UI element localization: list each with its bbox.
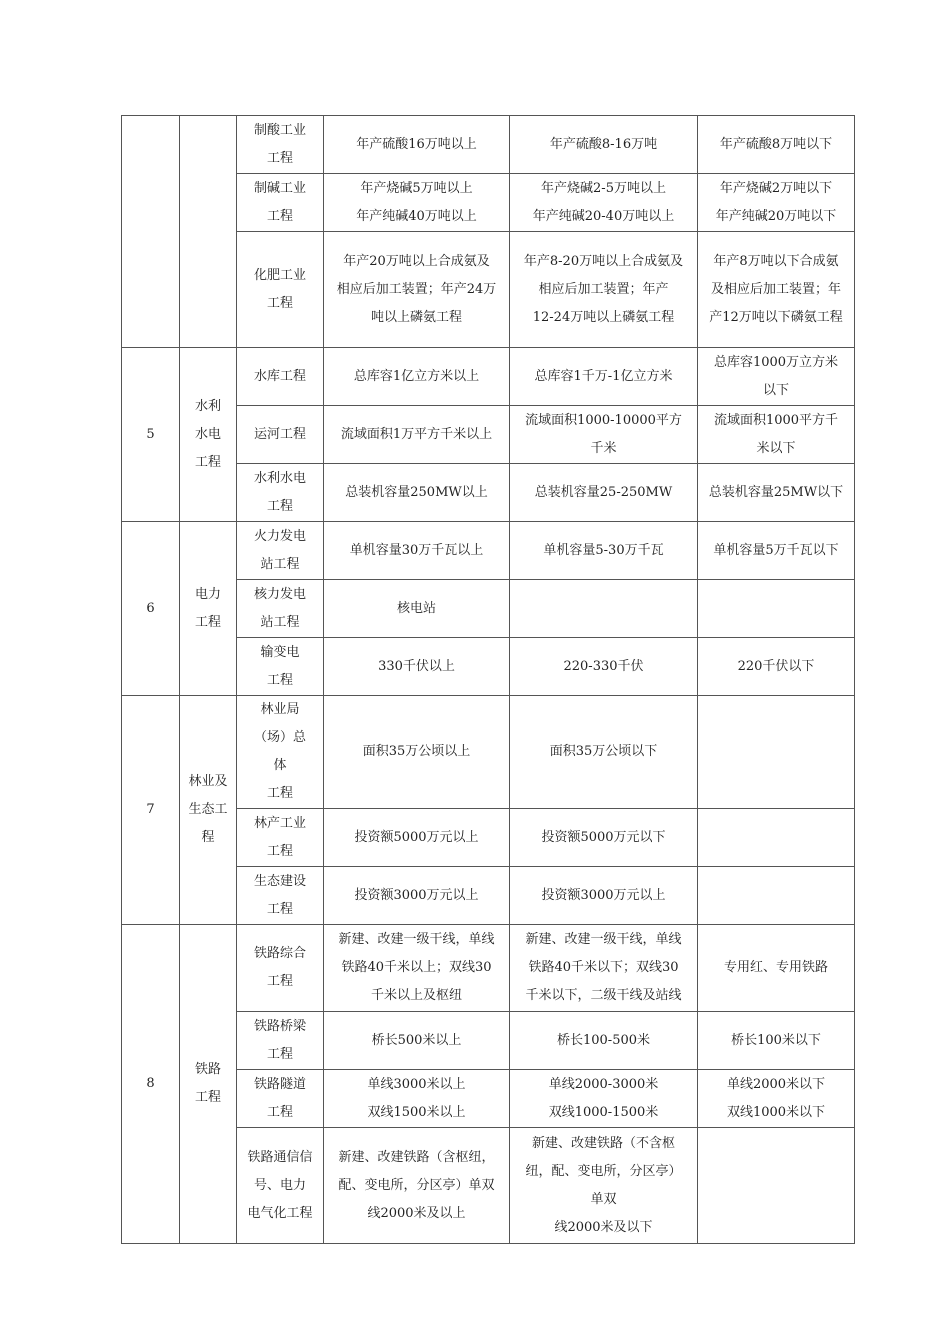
project-name-cell <box>237 925 324 1012</box>
medium-scale-line: 单双 <box>590 1191 617 1207</box>
medium-scale-line: 年产烧碱2-5万吨以上 <box>541 180 666 196</box>
project-name-line: 运河工程 <box>253 426 306 442</box>
small-scale-line: 以下 <box>762 382 789 398</box>
large-scale-line: 年产纯碱40万吨以上 <box>356 208 477 224</box>
medium-scale-line: 双线1000-1500米 <box>548 1104 659 1120</box>
project-name-line: 核力发电 <box>253 586 306 602</box>
project-name-cell <box>237 1128 324 1244</box>
small-scale-cell <box>698 638 855 696</box>
small-scale-line: 单线2000米以下 <box>726 1076 826 1092</box>
category-label-line: 水电 <box>194 426 221 442</box>
small-scale-line: 及相应后加工装置；年 <box>710 281 841 297</box>
project-name-line: 站工程 <box>260 556 300 572</box>
large-scale-cell <box>324 464 510 522</box>
sequence-number-cell: 6 <box>122 522 180 696</box>
large-scale-cell <box>324 925 510 1012</box>
medium-scale-cell <box>510 174 698 232</box>
engineering-scale-table <box>121 115 855 1244</box>
project-name-cell <box>237 174 324 232</box>
project-name-line: 工程 <box>266 208 293 224</box>
category-label-line: 工程 <box>194 1090 221 1105</box>
project-name-cell <box>237 522 324 580</box>
project-name-line: 工程 <box>266 786 293 801</box>
small-scale-cell <box>698 232 855 348</box>
project-name-cell <box>237 638 324 696</box>
small-scale-line: 单机容量5万千瓦以下 <box>713 542 839 558</box>
medium-scale-cell <box>510 232 698 348</box>
medium-scale-cell <box>510 1012 698 1070</box>
large-scale-line: 铁路40千米以上；双线30 <box>341 960 492 975</box>
medium-scale-cell <box>510 1128 698 1244</box>
medium-scale-cell <box>510 1070 698 1128</box>
project-name-line: 铁路桥梁 <box>253 1018 306 1034</box>
large-scale-cell <box>324 116 510 174</box>
medium-scale-line: 桥长100-500米 <box>556 1032 651 1048</box>
project-name-line: 铁路综合 <box>253 946 306 961</box>
large-scale-cell <box>324 638 510 696</box>
large-scale-line: 双线1500米以上 <box>367 1104 466 1120</box>
project-name-line: 水库工程 <box>253 368 306 384</box>
medium-scale-line: 相应后加工装置；年产 <box>538 281 669 297</box>
project-name-line: 工程 <box>266 1104 293 1120</box>
project-name-cell <box>237 580 324 638</box>
medium-scale-line: 流域面积1000-10000平方 <box>525 412 682 428</box>
large-scale-line: 新建、改建一级干线，单线 <box>338 932 495 947</box>
small-scale-line: 桥长100米以下 <box>731 1032 821 1048</box>
project-name-line: 工程 <box>266 1046 293 1062</box>
medium-scale-cell <box>510 348 698 406</box>
small-scale-cell <box>698 925 855 1012</box>
medium-scale-line: 面积35万公顷以下 <box>549 744 658 759</box>
category-cell <box>180 116 237 348</box>
project-name-line: 号、电力 <box>253 1177 306 1193</box>
medium-scale-cell <box>510 406 698 464</box>
sequence-number-cell: 5 <box>122 348 180 522</box>
large-scale-line: 核电站 <box>396 600 436 616</box>
category-label-line: 程 <box>201 830 215 845</box>
project-name-line: 电气化工程 <box>247 1205 313 1221</box>
project-name-line: 水利水电 <box>253 470 306 486</box>
medium-scale-cell <box>510 809 698 867</box>
small-scale-line: 产12万吨以下磷氨工程 <box>709 309 843 325</box>
project-name-cell <box>237 1070 324 1128</box>
category-cell <box>180 925 237 1244</box>
medium-scale-line: 投资额5000万元以下 <box>541 829 666 845</box>
medium-scale-line: 铁路40千米以下；双线30 <box>528 960 679 975</box>
medium-scale-line: 总装机容量25-250MW <box>534 484 673 500</box>
project-name-line: 工程 <box>266 901 293 917</box>
small-scale-line: 总装机容量25MW以下 <box>708 484 844 500</box>
small-scale-cell <box>698 406 855 464</box>
category-label-line: 工程 <box>194 454 221 470</box>
project-name-line: 林产工业 <box>253 815 306 831</box>
project-name-line: 工程 <box>266 974 293 989</box>
large-scale-line: 总装机容量250MW以上 <box>345 484 488 500</box>
large-scale-line: 单线3000米以上 <box>367 1076 466 1092</box>
category-label-line: 水利 <box>194 398 221 414</box>
category-cell <box>180 696 237 925</box>
large-scale-line: 总库容1亿立方米以上 <box>353 368 480 384</box>
large-scale-line: 流域面积1万平方千米以上 <box>340 426 493 442</box>
project-name-line: 铁路隧道 <box>253 1076 306 1092</box>
large-scale-cell <box>324 580 510 638</box>
large-scale-cell <box>324 1128 510 1244</box>
small-scale-line: 双线1000米以下 <box>726 1104 826 1120</box>
project-name-line: 火力发电 <box>253 528 306 544</box>
medium-scale-line: 单机容量5-30万千瓦 <box>543 542 664 558</box>
large-scale-cell <box>324 696 510 809</box>
medium-scale-line: 线2000米及以下 <box>554 1219 653 1235</box>
project-name-line: 工程 <box>266 150 293 166</box>
large-scale-line: 吨以上磷氨工程 <box>370 309 462 325</box>
project-name-line: 体 <box>273 758 287 773</box>
project-name-cell <box>237 232 324 348</box>
table-row <box>122 116 855 174</box>
small-scale-cell <box>698 867 855 925</box>
project-name-line: 工程 <box>266 672 293 688</box>
category-label-line: 生态工 <box>188 802 228 817</box>
category-label-line: 电力 <box>194 586 221 602</box>
sequence-number-cell: 7 <box>122 696 180 925</box>
large-scale-cell <box>324 406 510 464</box>
project-name-cell <box>237 696 324 809</box>
large-scale-line: 年产烧碱5万吨以上 <box>360 180 473 196</box>
large-scale-line: 相应后加工装置；年产24万 <box>336 281 497 297</box>
project-name-cell <box>237 464 324 522</box>
small-scale-line: 年产烧碱2万吨以下 <box>719 180 833 196</box>
small-scale-cell <box>698 1070 855 1128</box>
project-name-line: 林业局 <box>260 702 300 717</box>
large-scale-cell <box>324 1012 510 1070</box>
medium-scale-line: 总库容1千万-1亿立方米 <box>534 368 673 384</box>
small-scale-cell <box>698 809 855 867</box>
small-scale-line: 流域面积1000平方千 <box>713 412 839 428</box>
large-scale-cell <box>324 232 510 348</box>
project-name-line: 铁路通信信 <box>247 1149 313 1165</box>
small-scale-line: 年产8万吨以下合成氨 <box>713 253 839 269</box>
category-label-line: 工程 <box>194 614 221 630</box>
table-row <box>122 348 855 406</box>
small-scale-line: 总库容1000万立方米 <box>713 354 839 370</box>
project-name-cell <box>237 867 324 925</box>
medium-scale-line: 千米以下，二级干线及站线 <box>525 988 682 1003</box>
medium-scale-line: 投资额3000万元以上 <box>541 887 666 903</box>
sequence-number-cell <box>122 116 180 348</box>
medium-scale-cell <box>510 638 698 696</box>
small-scale-line: 专用红、专用铁路 <box>723 960 828 975</box>
category-label-line: 林业及 <box>188 774 228 789</box>
small-scale-cell <box>698 174 855 232</box>
large-scale-line: 线2000米及以上 <box>367 1205 466 1221</box>
large-scale-line: 面积35万公顷以上 <box>362 744 471 759</box>
medium-scale-line: 220-330千伏 <box>563 658 644 674</box>
large-scale-line: 新建、改建铁路（含枢纽， <box>338 1149 495 1165</box>
small-scale-line: 220千伏以下 <box>737 658 815 674</box>
small-scale-line: 米以下 <box>756 440 796 456</box>
large-scale-cell <box>324 1070 510 1128</box>
large-scale-cell <box>324 174 510 232</box>
project-name-cell <box>237 348 324 406</box>
table-row <box>122 696 855 809</box>
project-name-cell <box>237 406 324 464</box>
large-scale-cell <box>324 809 510 867</box>
medium-scale-line: 新建、改建铁路（不含枢 <box>531 1135 675 1151</box>
medium-scale-cell <box>510 925 698 1012</box>
sequence-number-cell: 8 <box>122 925 180 1244</box>
large-scale-line: 单机容量30万千瓦以上 <box>349 542 484 558</box>
project-name-line: （场）总 <box>253 730 306 745</box>
large-scale-line: 年产硫酸16万吨以上 <box>356 136 477 152</box>
project-name-line: 生态建设 <box>253 873 306 889</box>
medium-scale-cell <box>510 522 698 580</box>
small-scale-cell <box>698 464 855 522</box>
medium-scale-line: 单线2000-3000米 <box>548 1076 659 1092</box>
large-scale-line: 投资额5000万元以上 <box>354 829 479 845</box>
medium-scale-cell <box>510 116 698 174</box>
project-name-cell <box>237 1012 324 1070</box>
project-name-line: 工程 <box>266 498 293 514</box>
large-scale-line: 投资额3000万元以上 <box>354 887 479 903</box>
medium-scale-line: 年产8-20万吨以上合成氨及 <box>523 253 684 269</box>
small-scale-line: 年产硫酸8万吨以下 <box>719 136 833 152</box>
category-label-line: 铁路 <box>194 1062 221 1077</box>
large-scale-line: 配、变电所，分区亭）单双 <box>338 1177 495 1193</box>
large-scale-cell <box>324 867 510 925</box>
medium-scale-line: 12-24万吨以上磷氨工程 <box>532 309 675 325</box>
medium-scale-cell <box>510 464 698 522</box>
project-name-line: 化肥工业 <box>253 267 306 283</box>
table-body <box>122 116 855 1244</box>
large-scale-cell <box>324 348 510 406</box>
large-scale-line: 千米以上及枢纽 <box>370 988 462 1003</box>
project-name-line: 工程 <box>266 843 293 859</box>
medium-scale-line: 纽，配、变电所，分区亭） <box>525 1163 682 1179</box>
small-scale-cell <box>698 696 855 809</box>
project-name-line: 站工程 <box>260 614 300 630</box>
project-name-cell <box>237 116 324 174</box>
large-scale-cell <box>324 522 510 580</box>
large-scale-line: 330千伏以上 <box>378 658 455 674</box>
project-name-cell <box>237 809 324 867</box>
table-row <box>122 522 855 580</box>
category-cell <box>180 348 237 522</box>
medium-scale-line: 年产硫酸8-16万吨 <box>549 136 658 152</box>
medium-scale-cell <box>510 696 698 809</box>
small-scale-cell <box>698 580 855 638</box>
medium-scale-line: 新建、改建一级干线，单线 <box>525 932 682 947</box>
project-name-line: 制碱工业 <box>253 180 306 196</box>
small-scale-cell <box>698 522 855 580</box>
medium-scale-cell <box>510 867 698 925</box>
project-name-line: 输变电 <box>260 644 300 660</box>
small-scale-cell <box>698 348 855 406</box>
large-scale-line: 桥长500米以上 <box>371 1032 462 1048</box>
small-scale-cell <box>698 1128 855 1244</box>
large-scale-line: 年产20万吨以上合成氨及 <box>343 253 490 269</box>
category-cell <box>180 522 237 696</box>
medium-scale-line: 年产纯碱20-40万吨以上 <box>532 208 675 224</box>
project-name-line: 工程 <box>266 295 293 311</box>
project-name-line: 制酸工业 <box>253 122 306 138</box>
small-scale-cell <box>698 1012 855 1070</box>
medium-scale-cell <box>510 580 698 638</box>
small-scale-line: 年产纯碱20万吨以下 <box>715 208 837 224</box>
small-scale-cell <box>698 116 855 174</box>
table-row <box>122 925 855 1012</box>
medium-scale-line: 千米 <box>590 440 617 456</box>
